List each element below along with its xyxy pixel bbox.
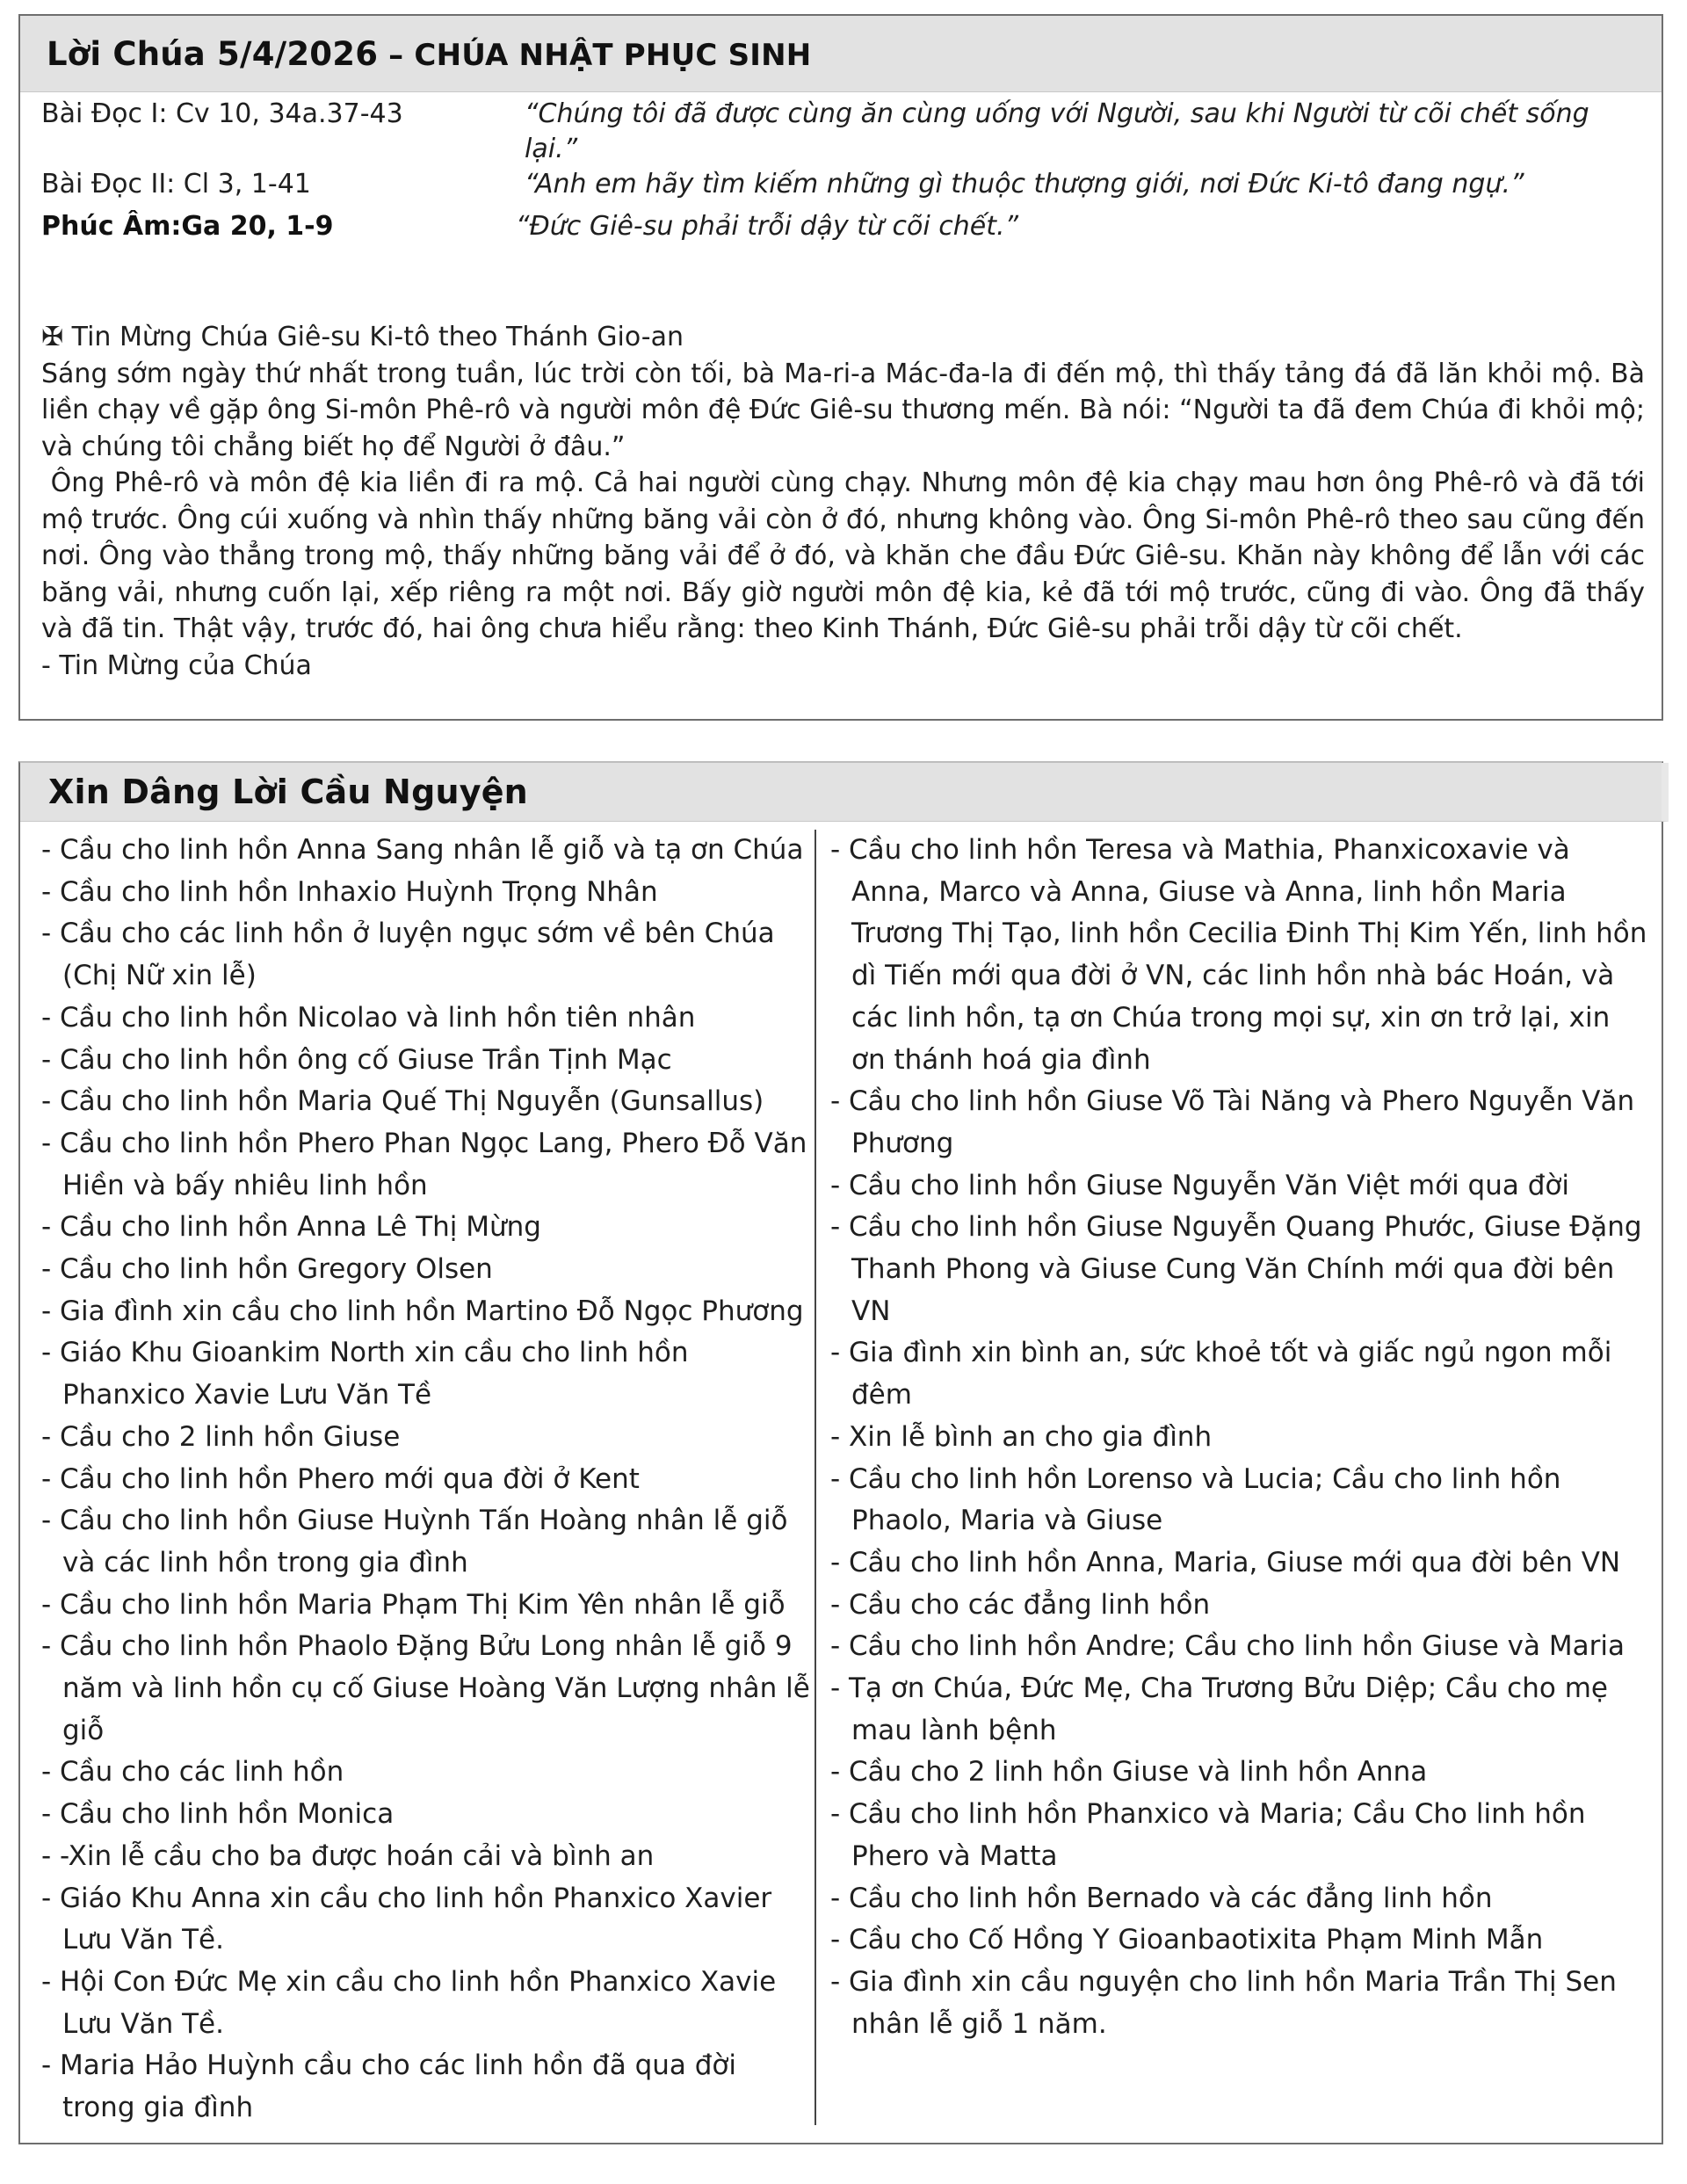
reading-1-quote: “Chúng tôi đã được cùng ăn cùng uống với Người, sau khi Người từ cõi chết sống lại.” xyxy=(525,98,1589,164)
prayer-item: - Xin lễ bình an cho gia đình xyxy=(830,1420,1213,1453)
prayers-right-list xyxy=(830,830,1647,2045)
prayer-item: - Cầu cho linh hồn Teresa và Mathia, Phanxicoxavie và Anna, Marco và Anna, Giuse và Anna, linh hồn Maria Trương Thị Tạo, linh hồn Cecilia Đinh Thị Kim Yến, linh hồn dì Tiến mới qua đời ở VN, các linh hồn nhà bác Hoán, và các linh hồn, tạ ơn Chúa trong mọi sự, xin ơn trở lại, xin ơn thánh hoá gia đình xyxy=(830,834,1647,1076)
readings-header xyxy=(20,16,1662,92)
prayer-item: - Cầu cho linh hồn Maria Quế Thị Nguyễn (Gunsallus) xyxy=(41,1085,764,1118)
gospel-text xyxy=(41,319,1654,684)
reading-2 xyxy=(41,167,1640,202)
gospel-paragraph-1: Sáng sớm ngày thứ nhất trong tuần, lúc trời còn tối, bà Ma-ri-a Mác-đa-la đi đến mộ, thì thấy tảng đá đã lăn khỏi mộ. Bà liền chạy về gặp ông Si-môn Phê-rô và người môn đệ Đức Giê-su thương mến. Bà nói: “Người ta đã đem Chúa đi khỏi mộ; và chúng tôi chẳng biết họ để Người ở đâu.” xyxy=(41,358,1645,462)
page-title xyxy=(47,35,811,73)
column-divider xyxy=(815,830,816,2125)
gospel-paragraph-2: Ông Phê-rô và môn đệ kia liền đi ra mộ. Cả hai người cùng chạy. Nhưng môn đệ kia chạy mau hơn ông Phê-rô và đã tới mộ trước. Ông cúi xuống và nhìn thấy những băng vải còn ở đó, nhưng không vào. Ông Si-môn Phê-rô theo sau cũng đến nơi. Ông vào thẳng trong mộ, thấy những băng vải để ở đó, và khăn che đầu Đức Giê-su. Khăn này không để lẫn với các băng vải, nhưng cuốn lại, xếp riêng ra một nơi. Bấy giờ người môn đệ kia, kẻ đã tới mộ trước, cũng đi vào. Ông đã thấy và đã tin. Thật vậy, trước đó, hai ông chưa hiểu rằng: theo Kinh Thánh, Đức Giê-su phải trỗi dậy từ cõi chết. xyxy=(41,468,1654,644)
prayer-item: - Cầu cho linh hồn Anna Sang nhân lễ giỗ và tạ ơn Chúa xyxy=(41,834,804,866)
prayer-item: - Cầu cho linh hồn Anna, Maria, Giuse mới qua đời bên VN xyxy=(830,1546,1621,1578)
prayer-item: - Cầu cho linh hồn Gregory Olsen xyxy=(41,1253,493,1286)
prayer-item: - Cầu cho linh hồn Phero Phan Ngọc Lang, Phero Đỗ Văn Hiền và bấy nhiêu linh hồn xyxy=(41,1127,807,1201)
prayer-item: - Cầu cho linh hồn Lorenso và Lucia; Cầu cho linh hồn Phaolo, Maria và Giuse xyxy=(830,1462,1561,1537)
prayers-columns xyxy=(20,830,1662,2125)
title-separator: – xyxy=(378,37,415,73)
prayer-item: - Cầu cho 2 linh hồn Giuse xyxy=(41,1420,401,1453)
prayer-item: - Cầu cho linh hồn Andre; Cầu cho linh hồn Giuse và Maria xyxy=(830,1630,1625,1663)
readings-box xyxy=(18,14,1663,721)
prayer-item: - Cầu cho linh hồn Anna Lê Thị Mừng xyxy=(41,1211,541,1244)
gospel-closing: - Tin Mừng của Chúa xyxy=(41,649,312,681)
gospel-reading xyxy=(41,209,1640,244)
prayers-left-list xyxy=(41,830,815,2130)
prayer-item: - Giáo Khu Anna xin cầu cho linh hồn Phanxico Xavier Lưu Văn Tề. xyxy=(41,1882,772,1956)
prayer-item: - Maria Hảo Huỳnh cầu cho các linh hồn đã qua đời trong gia đình xyxy=(41,2050,737,2124)
reading-1-ref: Bài Đọc I: Cv 10, 34a.37-43 xyxy=(41,98,403,129)
gospel-heading: ✠ Tin Mừng Chúa Giê-su Ki-tô theo Thánh Gio-an xyxy=(41,322,684,352)
prayer-item: - Cầu cho các linh hồn ở luyện ngục sớm về bên Chúa (Chị Nữ xin lễ) xyxy=(41,918,775,992)
prayer-item: - Giáo Khu Gioankim North xin cầu cho linh hồn Phanxico Xavie Lưu Văn Tề xyxy=(41,1337,689,1411)
prayers-left-column xyxy=(41,830,815,2130)
prayer-item: - Cầu cho linh hồn Giuse Võ Tài Năng và Phero Nguyễn Văn Phương xyxy=(830,1085,1635,1159)
prayer-item: - Cầu cho linh hồn Maria Phạm Thị Kim Yên nhân lễ giỗ xyxy=(41,1588,786,1621)
prayer-item: - Cầu cho linh hồn Giuse Nguyễn Quang Phước, Giuse Đặng Thanh Phong và Giuse Cung Văn Chính mới qua đời bên VN xyxy=(830,1211,1642,1327)
prayer-item: - Gia đình xin cầu nguyện cho linh hồn Maria Trần Thị Sen nhân lễ giỗ 1 năm. xyxy=(830,1965,1617,2040)
prayer-item: - Cầu cho linh hồn Nicolao và linh hồn tiên nhân xyxy=(41,1001,696,1034)
prayer-item: - Cầu cho linh hồn Giuse Nguyễn Văn Việt mới qua đời xyxy=(830,1169,1569,1201)
prayer-item: - Cầu cho linh hồn Phaolo Đặng Bửu Long nhân lễ giỗ 9 năm và linh hồn cụ cố Giuse Hoàng Văn Lượng nhân lễ giỗ xyxy=(41,1630,810,1746)
prayer-item: - Cầu cho linh hồn Giuse Huỳnh Tấn Hoàng nhân lễ giỗ và các linh hồn trong gia đình xyxy=(41,1505,788,1578)
title-feast: CHÚA NHẬT PHỤC SINH xyxy=(414,37,812,73)
prayer-item: - Cầu cho các đẳng linh hồn xyxy=(830,1588,1211,1621)
prayer-item: - Cầu cho 2 linh hồn Giuse và linh hồn Anna xyxy=(830,1756,1428,1789)
prayer-item: - Cầu cho Cố Hồng Y Gioanbaotixita Phạm Minh Mẫn xyxy=(830,1924,1544,1956)
gospel-ref: Phúc Âm:Ga 20, 1-9 xyxy=(41,211,334,242)
prayer-item: - -Xin lễ cầu cho ba được hoán cải và bình an xyxy=(41,1839,655,1872)
prayer-item: - Cầu cho linh hồn Monica xyxy=(41,1798,395,1831)
prayers-header xyxy=(20,763,1669,822)
prayers-box xyxy=(18,761,1663,2144)
prayer-item: - Cầu cho linh hồn Bernado và các đẳng linh hồn xyxy=(830,1882,1493,1914)
prayer-item: - Cầu cho linh hồn Phanxico và Maria; Cầu Cho linh hồn Phero và Matta xyxy=(830,1798,1586,1872)
prayer-item: - Gia đình xin cầu cho linh hồn Martino Đỗ Ngọc Phương xyxy=(41,1295,804,1327)
prayer-item: - Cầu cho linh hồn Phero mới qua đời ở Kent xyxy=(41,1462,640,1495)
prayer-item: - Gia đình xin bình an, sức khoẻ tốt và giấc ngủ ngon mỗi đêm xyxy=(830,1337,1612,1411)
title-date: Lời Chúa 5/4/2026 xyxy=(47,34,379,73)
reading-1 xyxy=(41,97,1640,167)
prayers-title: Xin Dâng Lời Cầu Nguyện xyxy=(48,773,528,811)
prayer-item: - Cầu cho linh hồn Inhaxio Huỳnh Trọng Nhân xyxy=(41,875,658,908)
prayer-item: - Cầu cho các linh hồn xyxy=(41,1756,344,1789)
reading-2-quote: “Anh em hãy tìm kiếm những gì thuộc thượng giới, nơi Đức Ki-tô đang ngự.” xyxy=(525,169,1524,200)
readings-list xyxy=(41,97,1640,244)
prayers-right-column xyxy=(830,830,1647,2045)
prayer-item: - Cầu cho linh hồn ông cố Giuse Trần Tịnh Mạc xyxy=(41,1043,672,1076)
prayer-item: - Tạ ơn Chúa, Đức Mẹ, Cha Trương Bửu Diệp; Cầu cho mẹ mau lành bệnh xyxy=(830,1672,1608,1746)
prayer-item: - Hội Con Đức Mẹ xin cầu cho linh hồn Phanxico Xavie Lưu Văn Tề. xyxy=(41,1965,777,2040)
gospel-quote: “Đức Giê-su phải trỗi dậy từ cõi chết.” xyxy=(516,211,1019,242)
reading-2-ref: Bài Đọc II: Cl 3, 1-41 xyxy=(41,169,311,200)
